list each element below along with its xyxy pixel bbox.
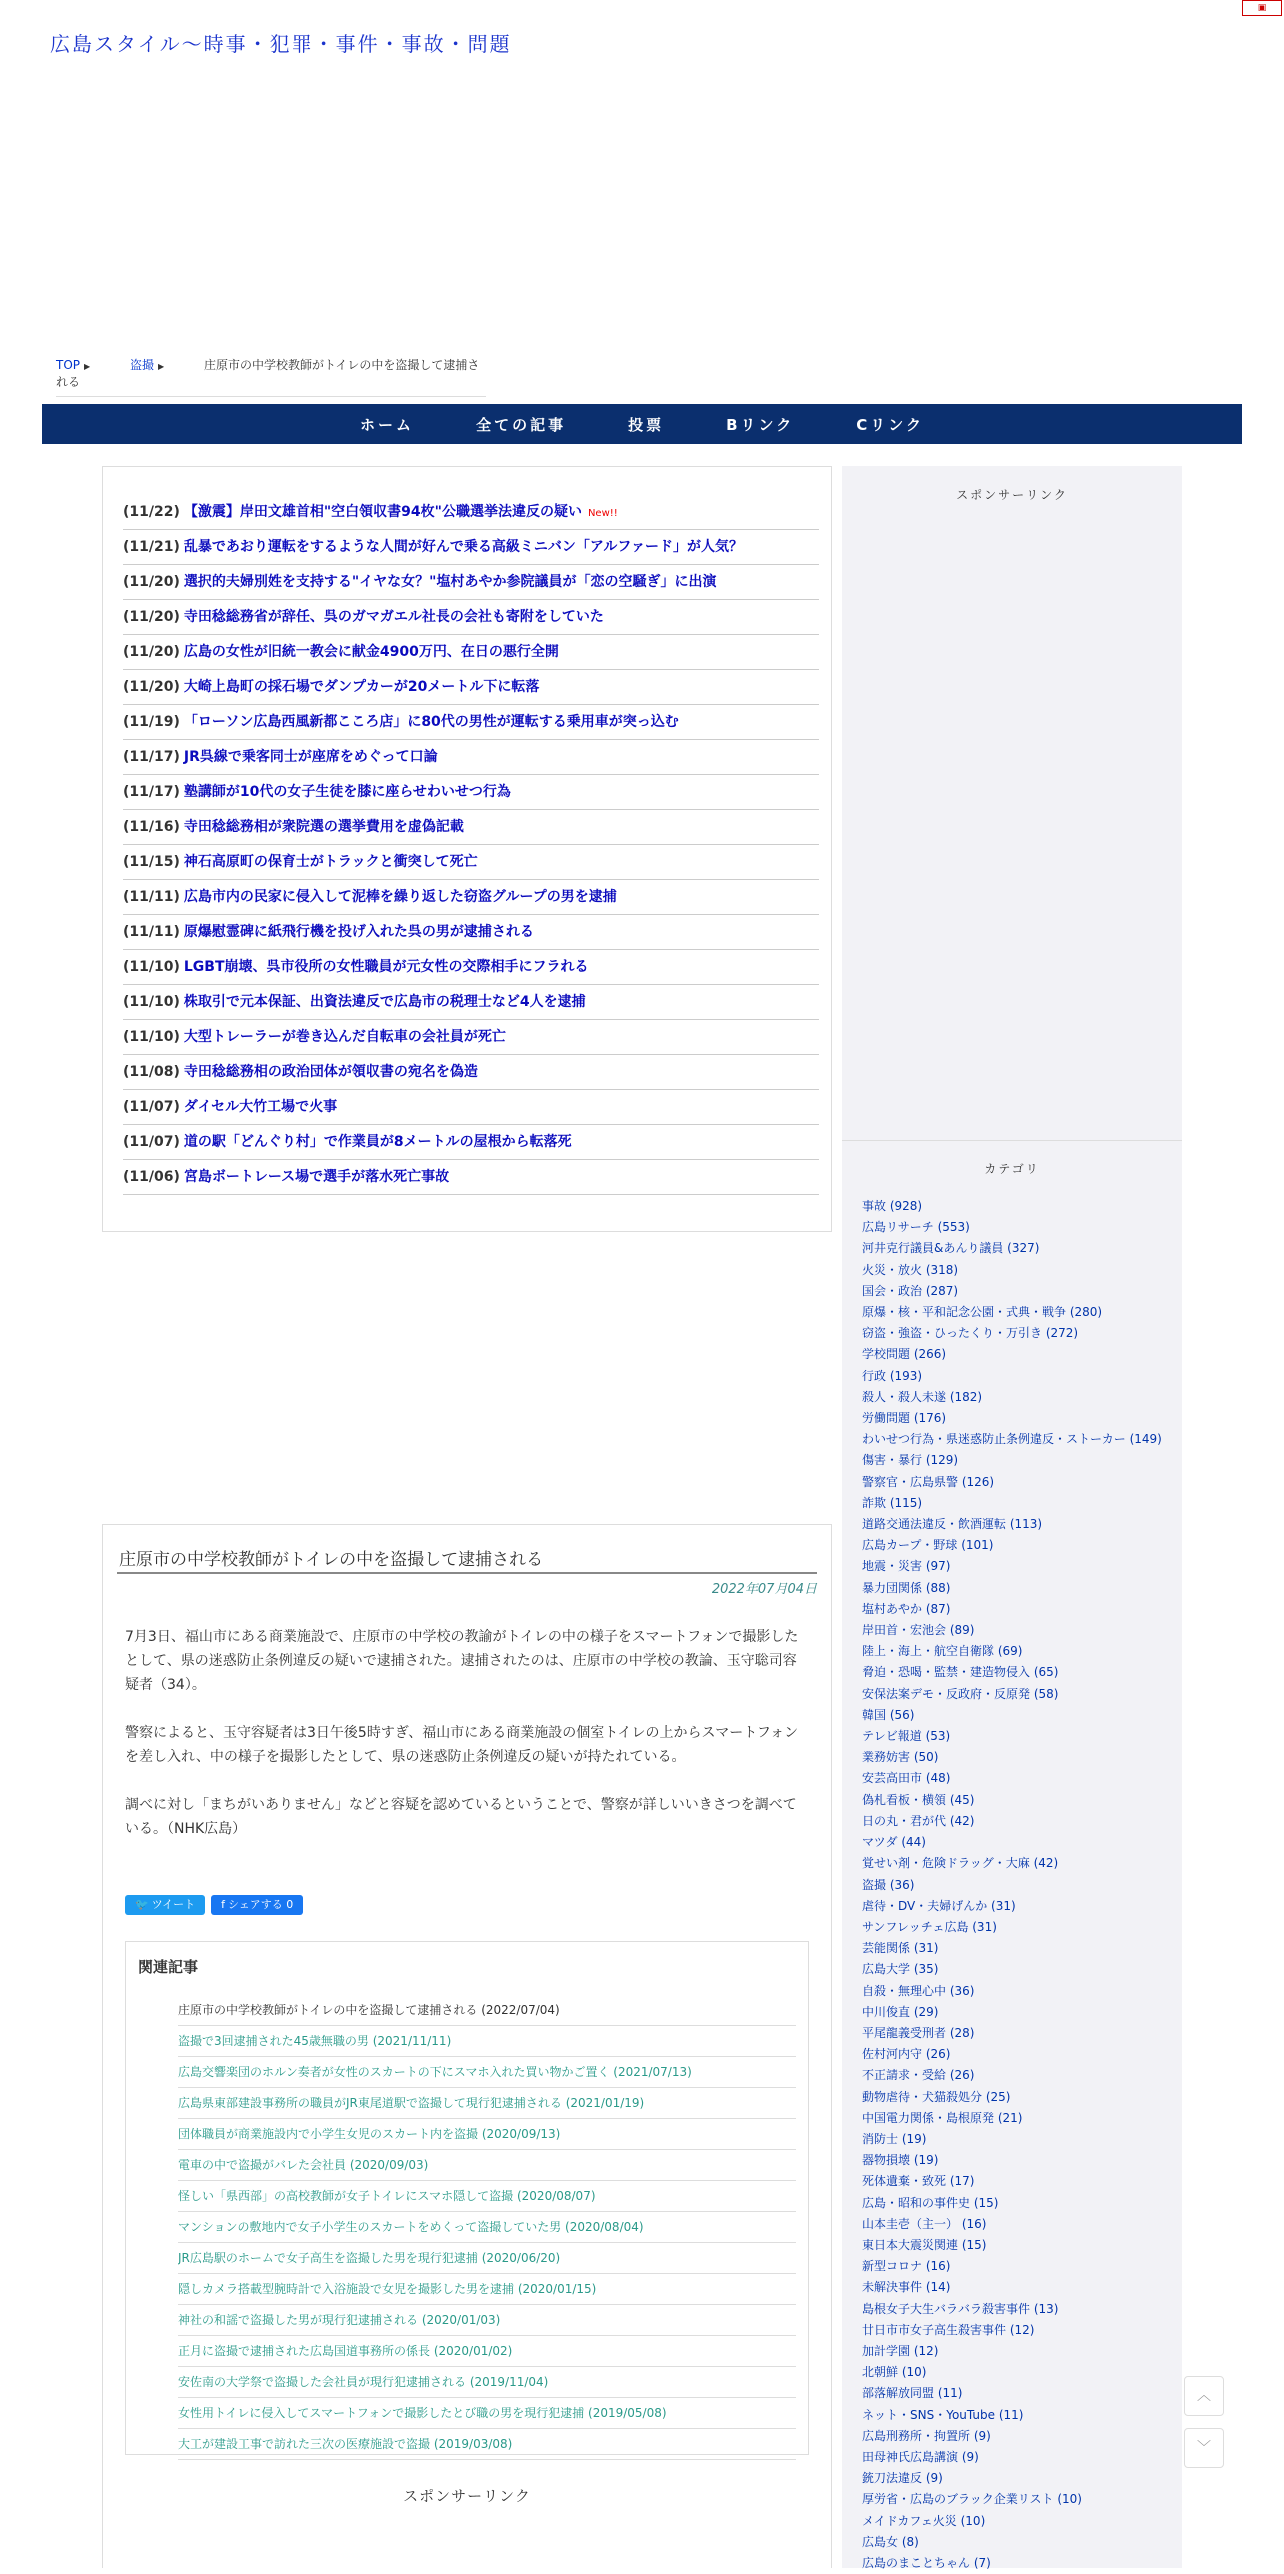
related-article-item[interactable]: • 大工が建設工事で訪れた三次の医療施設で盗撮 (2019/03/08) — [178, 2429, 796, 2460]
news-link[interactable]: 広島の女性が旧統一教会に献金4900万円、在日の悪行全開 — [183, 644, 559, 660]
facebook-icon: f — [221, 1898, 226, 1911]
news-link[interactable]: LGBT崩壊、呉市役所の女性職員が元女性の交際相手にフラれる — [183, 959, 589, 975]
related-article-item[interactable]: • マンションの敷地内で女子小学生のスカートをめくって盗撮していた男 (2020/08/04) — [178, 2212, 796, 2243]
category-link[interactable]: 死体遺棄・致死 (17) — [862, 2174, 975, 2189]
news-item[interactable] — [123, 740, 819, 775]
article-paragraph: 警察によると、玉守容疑者は3日午後5時すぎ、福山市にある商業施設の個室トイレの上からスマートフォンを差し入れ、中の様子を撮影したとして、県の迷惑防止条例違反の疑いが持たれている。 — [125, 1725, 799, 1765]
news-date: (11/06) — [123, 1169, 180, 1185]
news-item[interactable] — [123, 565, 819, 600]
news-item[interactable] — [123, 1090, 819, 1125]
news-link[interactable]: 寺田稔総務相が衆院選の選挙費用を虚偽記載 — [183, 819, 464, 835]
sidebar-category-label: カテゴリ — [984, 1162, 1040, 1176]
nav-home[interactable]: ホーム — [360, 415, 415, 434]
news-item[interactable] — [123, 495, 819, 530]
news-link[interactable]: 選択的夫婦別姓を支持する"イヤな女？"塩村あやか参院議員が「恋の空騒ぎ」に出演 — [183, 574, 717, 590]
news-date: (11/17) — [123, 749, 180, 765]
scroll-down-button[interactable] — [1184, 2428, 1224, 2468]
news-date: (11/17) — [123, 784, 180, 800]
category-link[interactable]: 広島のまことちゃん (7) — [862, 2556, 991, 2570]
tweet-button[interactable]: 🐦 ツイート — [125, 1895, 205, 1915]
breadcrumb-category[interactable]: 盗撮 — [130, 358, 155, 372]
news-link[interactable]: 大崎上島町の採石場でダンプカーが20メートル下に転落 — [183, 679, 540, 695]
news-date: (11/10) — [123, 1029, 180, 1045]
chevron-up-icon: ︿ — [1197, 2388, 1211, 2404]
category-link[interactable]: 動物虐待・犬猫殺処分 (25) — [862, 2089, 1011, 2104]
category-link[interactable]: 東日本大震災関連 (15) — [862, 2237, 987, 2252]
article-title: 庄原市の中学校教師がトイレの中を盗撮して逮捕される — [117, 1545, 817, 1574]
news-link[interactable]: 【激震】岸田文雄首相"空白領収書94枚"公職選挙法違反の疑い — [183, 504, 582, 520]
sidebar-sponsor-label: スポンサーリンク — [956, 488, 1068, 502]
nav-vote[interactable]: 投票 — [628, 415, 665, 434]
article — [102, 1524, 832, 2568]
chevron-down-icon: ﹀ — [1197, 2440, 1211, 2456]
category-link[interactable]: 韓国 (56) — [862, 1707, 915, 1722]
category-link[interactable]: 厚労省・広島のブラック企業リスト (10) — [862, 2492, 1082, 2507]
category-link[interactable]: 警察官・広島県警 (126) — [862, 1474, 995, 1489]
news-item[interactable] — [123, 1125, 819, 1160]
news-link[interactable]: 寺田稔総務省が辞任、呉のガマガエル社長の会社も寄附をしていた — [183, 609, 604, 625]
scroll-up-button[interactable] — [1184, 2376, 1224, 2416]
related-article-item[interactable]: • 広島県東部建設事務所の職員がJR東尾道駅で盗撮して現行犯逮捕される (2021/01/19) — [178, 2088, 796, 2119]
category-link[interactable]: 廿日市市女子高生殺害事件 (12) — [862, 2322, 1035, 2337]
category-link[interactable]: 塩村あやか (87) — [862, 1601, 951, 1616]
category-link[interactable]: 安保法案デモ・反政府・反原発 (58) — [862, 1686, 1059, 1701]
news-date: (11/20) — [123, 679, 180, 695]
category-link[interactable]: 未解決事件 (14) — [862, 2280, 951, 2295]
category-link[interactable]: 偽札看板・横領 (45) — [862, 1792, 975, 1807]
news-item[interactable] — [123, 810, 819, 845]
category-link[interactable]: 虐待・DV・夫婦げんか (31) — [862, 1898, 1016, 1913]
category-link[interactable]: 火災・放火 (318) — [862, 1262, 959, 1277]
category-link[interactable]: 盗撮 (36) — [862, 1877, 915, 1892]
category-link[interactable]: 詐欺 (115) — [862, 1495, 923, 1510]
category-link[interactable]: 広島女 (8) — [862, 2534, 919, 2549]
category-link[interactable]: 北朝鮮 (10) — [862, 2365, 927, 2380]
news-link[interactable]: 株取引で元本保証、出資法違反で広島市の税理士など4人を逮捕 — [183, 994, 586, 1010]
news-link[interactable]: 宮島ボートレース場で選手が落水死亡事故 — [183, 1169, 450, 1185]
category-link[interactable]: 中川俊直 (29) — [862, 2004, 939, 2019]
news-link[interactable]: 原爆慰霊碑に紙飛行機を投げ入れた呉の男が逮捕される — [183, 924, 534, 940]
related-articles — [125, 1941, 809, 2455]
category-link[interactable]: メイドカフェ火災 (10) — [862, 2513, 986, 2528]
news-link[interactable]: 大型トレーラーが巻き込んだ自転車の会社員が死亡 — [183, 1029, 506, 1045]
category-link[interactable]: 広島刑務所・拘置所 (9) — [862, 2428, 991, 2443]
breadcrumb — [56, 356, 486, 397]
category-link[interactable]: 山本圭壱（主一） (16) — [862, 2216, 987, 2231]
nav-all-articles[interactable]: 全ての記事 — [476, 415, 567, 434]
news-date: (11/20) — [123, 574, 180, 590]
caret-right-icon: ▶ — [158, 362, 165, 371]
news-date: (11/08) — [123, 1064, 180, 1080]
share-buttons — [125, 1895, 809, 1915]
category-link[interactable]: 広島大学 (35) — [862, 1962, 939, 1977]
news-link[interactable]: 寺田稔総務相の政治団体が領収書の宛名を偽造 — [183, 1064, 478, 1080]
news-date: (11/20) — [123, 644, 180, 660]
category-link[interactable]: 器物損壊 (19) — [862, 2153, 939, 2168]
category-link[interactable]: 地震・災害 (97) — [862, 1559, 951, 1574]
news-date: (11/16) — [123, 819, 180, 835]
news-item[interactable] — [123, 1160, 819, 1195]
category-link[interactable]: 暴力団関係 (88) — [862, 1580, 951, 1595]
article-paragraph: 7月3日、福山市にある商業施設で、庄原市の中学校の教諭がトイレの中の様子をスマートフォンで撮影したとして、県の迷惑防止条例違反の疑いで逮捕された。逮捕されたのは、庄原市の中学校の教論、玉守聡司容疑者（34）。 — [125, 1629, 799, 1693]
category-link[interactable]: 佐村河内守 (26) — [862, 2047, 951, 2062]
news-date: (11/22) — [123, 504, 180, 520]
article-body — [125, 1625, 809, 1841]
nav-c-link[interactable]: Cリンク — [856, 415, 924, 434]
news-link[interactable]: 神石高原町の保育士がトラックと衝突して死亡 — [183, 854, 478, 870]
category-link[interactable]: 岸田首・宏池会 (89) — [862, 1623, 975, 1638]
category-link[interactable]: サンフレッチェ広島 (31) — [862, 1919, 997, 1934]
category-link[interactable]: 広島リサーチ (553) — [862, 1220, 970, 1235]
news-link[interactable]: 乱暴であおり運転をするような人間が好んで乗る高級ミニバン「アルファード」が人気？ — [183, 539, 744, 555]
category-link[interactable]: 行政 (193) — [862, 1368, 923, 1383]
category-link[interactable]: 日の丸・君が代 (42) — [862, 1813, 975, 1828]
news-date: (11/20) — [123, 609, 180, 625]
category-link[interactable]: 覚せい剤・危険ドラッグ・大麻 (42) — [862, 1856, 1059, 1871]
category-link[interactable]: 田母神氏広島講演 (9) — [862, 2449, 979, 2464]
category-link[interactable]: 脅迫・恐喝・監禁・建造物侵入 (65) — [862, 1665, 1059, 1680]
news-item[interactable] — [123, 705, 819, 740]
category-link[interactable]: 原爆・核・平和記念公園・式典・戦争 (280) — [862, 1305, 1103, 1320]
related-article-item[interactable]: • 女性用トイレに侵入してスマートフォンで撮影したとび職の男を現行犯逮捕 (2019/05/08) — [178, 2398, 796, 2429]
category-link[interactable]: 平尾龍義受刑者 (28) — [862, 2025, 975, 2040]
related-article-item[interactable]: • 庄原市の中学校教師がトイレの中を盗撮して逮捕される (2022/07/04) — [178, 1995, 796, 2026]
related-articles-heading: 関連記事 — [138, 1958, 199, 1976]
related-article-item[interactable]: • 安佐南の大学祭で盗撮した会社員が現行犯逮捕される (2019/11/04) — [178, 2367, 796, 2398]
news-item[interactable] — [123, 845, 819, 880]
related-article-item[interactable]: • 隠しカメラ搭載型腕時計で入浴施設で女児を撮影した男を逮捕 (2020/01/15) — [178, 2274, 796, 2305]
news-item[interactable] — [123, 775, 819, 810]
news-item[interactable] — [123, 1020, 819, 1055]
category-link[interactable]: 陸上・海上・航空自衛隊 (69) — [862, 1644, 1023, 1659]
site-title[interactable]: 広島スタイル～時事・犯罪・事件・事故・問題 — [50, 32, 512, 56]
category-link[interactable]: 広島カープ・野球 (101) — [862, 1538, 994, 1553]
category-link[interactable]: テレビ報道 (53) — [862, 1729, 951, 1744]
category-link[interactable]: 殺人・殺人未遂 (182) — [862, 1389, 983, 1404]
article-sponsor-label: スポンサーリンク — [403, 2487, 531, 2505]
category-link[interactable]: 不正請求・受給 (26) — [862, 2068, 975, 2083]
category-link[interactable]: 部落解放同盟 (11) — [862, 2386, 963, 2401]
sidebar-divider — [842, 1140, 1182, 1141]
news-item[interactable] — [123, 985, 819, 1020]
twitter-bird-icon: 🐦 — [135, 1898, 149, 1911]
category-link[interactable]: 労働問題 (176) — [862, 1411, 947, 1426]
news-item[interactable] — [123, 915, 819, 950]
news-item[interactable] — [123, 670, 819, 705]
category-link[interactable]: ネット・SNS・YouTube (11) — [862, 2407, 1024, 2422]
breadcrumb-top[interactable]: TOP — [56, 358, 81, 372]
category-link[interactable]: 傷害・暴行 (129) — [862, 1453, 959, 1468]
news-item[interactable] — [123, 950, 819, 985]
category-link[interactable]: 消防士 (19) — [862, 2131, 927, 2146]
category-link[interactable]: 銃刀法違反 (9) — [862, 2471, 943, 2486]
new-badge: New!! — [587, 508, 618, 519]
category-link[interactable]: 道路交通法違反・飲酒運転 (113) — [862, 1517, 1043, 1532]
news-list — [102, 466, 832, 1232]
breadcrumb-current: 庄原市の中学校教師がトイレの中を盗撮して逮捕される — [56, 358, 480, 389]
news-item[interactable] — [123, 1055, 819, 1090]
category-link[interactable]: 島根女子大生バラバラ殺害事件 (13) — [862, 2301, 1059, 2316]
news-date: (11/07) — [123, 1134, 180, 1150]
related-article-item[interactable]: • 神社の和謡で盗撮した男が現行犯逮捕される (2020/01/03) — [178, 2305, 796, 2336]
related-article-item[interactable]: • 団体職員が商業施設内で小学生女児のスカート内を盗撮 (2020/09/13) — [178, 2119, 796, 2150]
related-article-item[interactable]: • 広島交響楽団のホルン奏者が女性のスカートの下にスマホ入れた買い物かご置く (2021/07/13) — [178, 2057, 796, 2088]
news-link[interactable]: 「ローソン広島西風新都こころ店」に80代の男性が運転する乗用車が突っ込む — [183, 714, 679, 730]
news-item[interactable] — [123, 600, 819, 635]
news-date: (11/11) — [123, 889, 180, 905]
news-date: (11/11) — [123, 924, 180, 940]
main-nav — [42, 404, 1242, 444]
news-date: (11/07) — [123, 1099, 180, 1115]
category-list — [862, 1196, 1162, 2574]
category-link[interactable]: 学校問題 (266) — [862, 1347, 947, 1362]
news-date: (11/21) — [123, 539, 180, 555]
category-link[interactable]: わいせつ行為・県迷惑防止条例違反・ストーカー (149) — [862, 1432, 1162, 1447]
related-article-item[interactable]: • 怪しい「県西部」の高校教師が女子トイレにスマホ隠して盗撮 (2020/08/07) — [178, 2181, 796, 2212]
corner-badge-icon[interactable]: ▣ — [1242, 0, 1282, 16]
news-date: (11/15) — [123, 854, 180, 870]
category-link[interactable]: 芸能関係 (31) — [862, 1941, 939, 1956]
category-link[interactable]: 業務妨害 (50) — [862, 1750, 939, 1765]
news-date: (11/10) — [123, 959, 180, 975]
category-link[interactable]: 新型コロナ (16) — [862, 2259, 951, 2274]
news-item[interactable] — [123, 880, 819, 915]
category-link[interactable]: マツダ (44) — [862, 1835, 926, 1850]
category-link[interactable]: 加計学園 (12) — [862, 2343, 939, 2358]
article-date: 2022年07月04日 — [711, 1582, 817, 1597]
related-article-item[interactable]: • 正月に盗撮で逮捕された広島国道事務所の係長 (2020/01/02) — [178, 2336, 796, 2367]
category-link[interactable]: 自殺・無理心中 (36) — [862, 1983, 975, 1998]
sidebar — [842, 466, 1182, 2568]
facebook-share-button[interactable]: f シェアする 0 — [211, 1895, 303, 1915]
category-link[interactable]: 国会・政治 (287) — [862, 1283, 959, 1298]
category-link[interactable]: 河井克行議員&あんり議員 (327) — [862, 1241, 1040, 1256]
news-date: (11/19) — [123, 714, 180, 730]
article-paragraph: 調べに対し「まちがいありません」などと容疑を認めているということで、警察が詳しいいきさつを調べている。（NHK広島） — [125, 1797, 797, 1837]
category-link[interactable]: 中国電力関係・島根原発 (21) — [862, 2110, 1023, 2125]
news-link[interactable]: ダイセル大竹工場で火事 — [183, 1099, 338, 1115]
news-date: (11/10) — [123, 994, 180, 1010]
category-link[interactable]: 窃盗・強盗・ひったくり・万引き (272) — [862, 1326, 1079, 1341]
category-link[interactable]: 安芸高田市 (48) — [862, 1771, 951, 1786]
related-article-item[interactable]: • 電車の中で盗撮がバレた会社員 (2020/09/03) — [178, 2150, 796, 2181]
news-item[interactable] — [123, 635, 819, 670]
related-article-item[interactable]: • 盗撮で3回逮捕された45歳無職の男 (2021/11/11) — [178, 2026, 796, 2057]
news-link[interactable]: 塾講師が10代の女子生徒を膝に座らせわいせつ行為 — [183, 784, 511, 800]
news-link[interactable]: 道の駅「どんぐり村」で作業員が8メートルの屋根から転落死 — [183, 1134, 572, 1150]
category-link[interactable]: 広島・昭和の事件史 (15) — [862, 2195, 999, 2210]
caret-right-icon: ▶ — [84, 362, 91, 371]
category-link[interactable]: 事故 (928) — [862, 1199, 923, 1213]
news-item[interactable] — [123, 530, 819, 565]
nav-b-link[interactable]: Bリンク — [726, 415, 795, 434]
related-article-item[interactable]: • JR広島駅のホームで女子高生を盗撮した男を現行犯逮捕 (2020/06/20) — [178, 2243, 796, 2274]
news-link[interactable]: JR呉線で乗客同士が座席をめぐって口論 — [183, 749, 438, 765]
news-link[interactable]: 広島市内の民家に侵入して泥棒を繰り返した窃盗グループの男を逮捕 — [183, 889, 617, 905]
